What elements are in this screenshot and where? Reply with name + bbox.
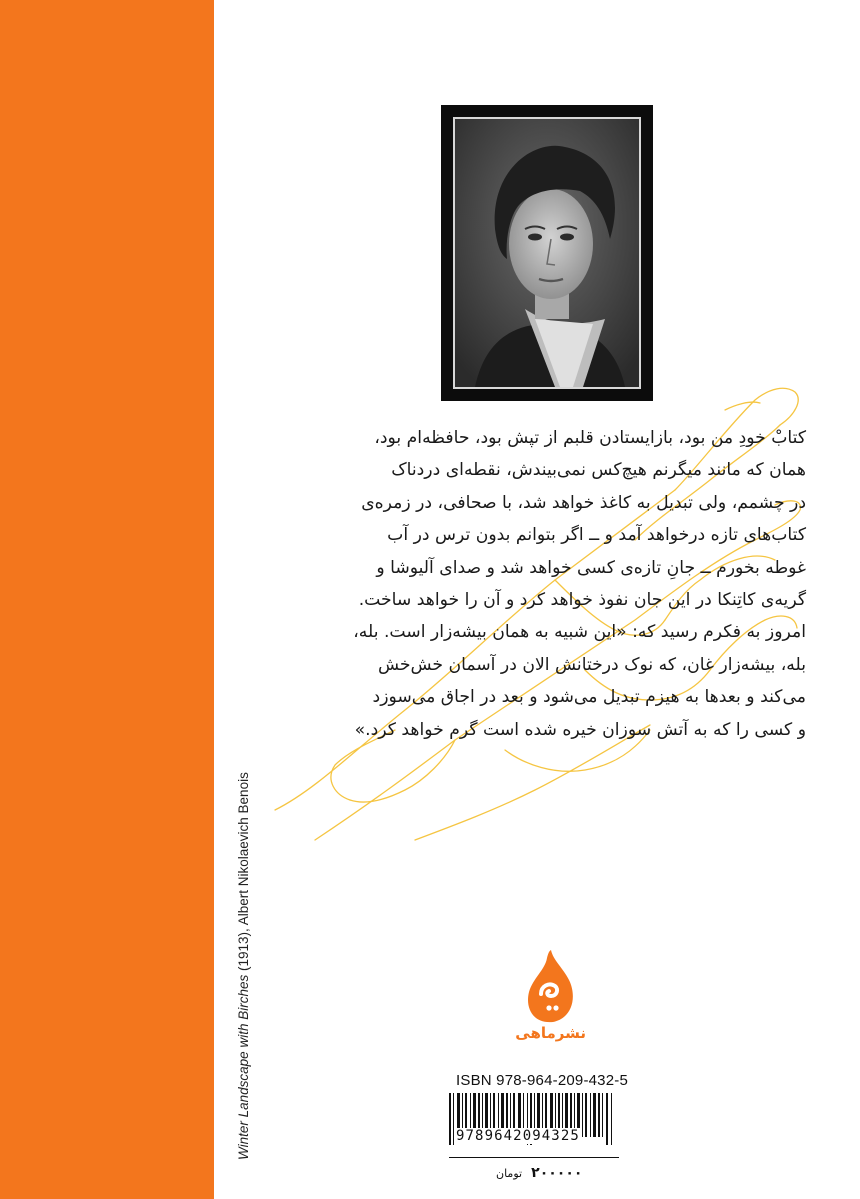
back-cover-blurb xyxy=(258,422,806,746)
painting-title: Winter Landscape with Birches xyxy=(236,974,251,1160)
price-amount: ۲۰۰۰۰۰ xyxy=(531,1165,583,1181)
orange-spine-band xyxy=(0,0,214,1199)
author-portrait-photo xyxy=(453,117,641,389)
blurb-line: در چشمم، ولی تبدیل به کاغذ خواهد شد، با صحافی، در زمره‌ی xyxy=(361,492,806,513)
price-divider xyxy=(449,1157,619,1158)
blurb-line: گریه‌ی کاتِنکا در این جان نفوذ خواهد کرد و آن را خواهد ساخت. xyxy=(358,590,806,611)
price-label xyxy=(496,1162,582,1181)
blurb-line: می‌کند و بعدها به هیزم تبدیل می‌شود و بعد در اجاق می‌سوزد xyxy=(372,687,806,708)
blurb-line: کتاب‌های تازه درخواهد آمد و ــ اگر بتوانم بدون ترس در آب xyxy=(387,525,806,546)
publisher-name: نشرماهی xyxy=(515,1024,586,1042)
painting-details: (1913), Albert Nikolaevich Benois xyxy=(236,772,251,975)
publisher-logo xyxy=(516,946,586,1056)
blurb-line: کتابْ خودِ من بود، بازایستادن قلبم از تپش بود، حافظه‌ام بود، xyxy=(374,428,806,448)
author-photo-frame xyxy=(441,105,653,401)
blurb-line: امروز به فکرم رسید که: «این شبیه به همان بیشه‌زار است. بله، xyxy=(353,622,806,643)
cover-art-caption xyxy=(236,772,251,1160)
fish-logo-icon xyxy=(523,946,579,1026)
price-unit: تومان xyxy=(496,1167,523,1180)
blurb-line: بله، بیشه‌زار غان، که نوک درختانش الان در آسمان خش‌خش xyxy=(377,654,806,675)
portrait-icon xyxy=(455,119,639,387)
blurb-line: غوطه بخورم ــ جانِ تازه‌ی کسی خواهد شد و صدای آلیوشا و xyxy=(376,557,806,578)
isbn-label: ISBN 978-964-209-432-5 xyxy=(456,1072,629,1089)
barcode-number: 9789642094325 xyxy=(456,1128,580,1144)
blurb-line: و کسی را که به آتش سوزان خیره شده است گرم خواهد کرد.» xyxy=(354,719,806,740)
blurb-line: همان که مانند میگرنم هیچ‌کس نمی‌بیندش، نقطه‌ای دردناک xyxy=(391,460,806,481)
